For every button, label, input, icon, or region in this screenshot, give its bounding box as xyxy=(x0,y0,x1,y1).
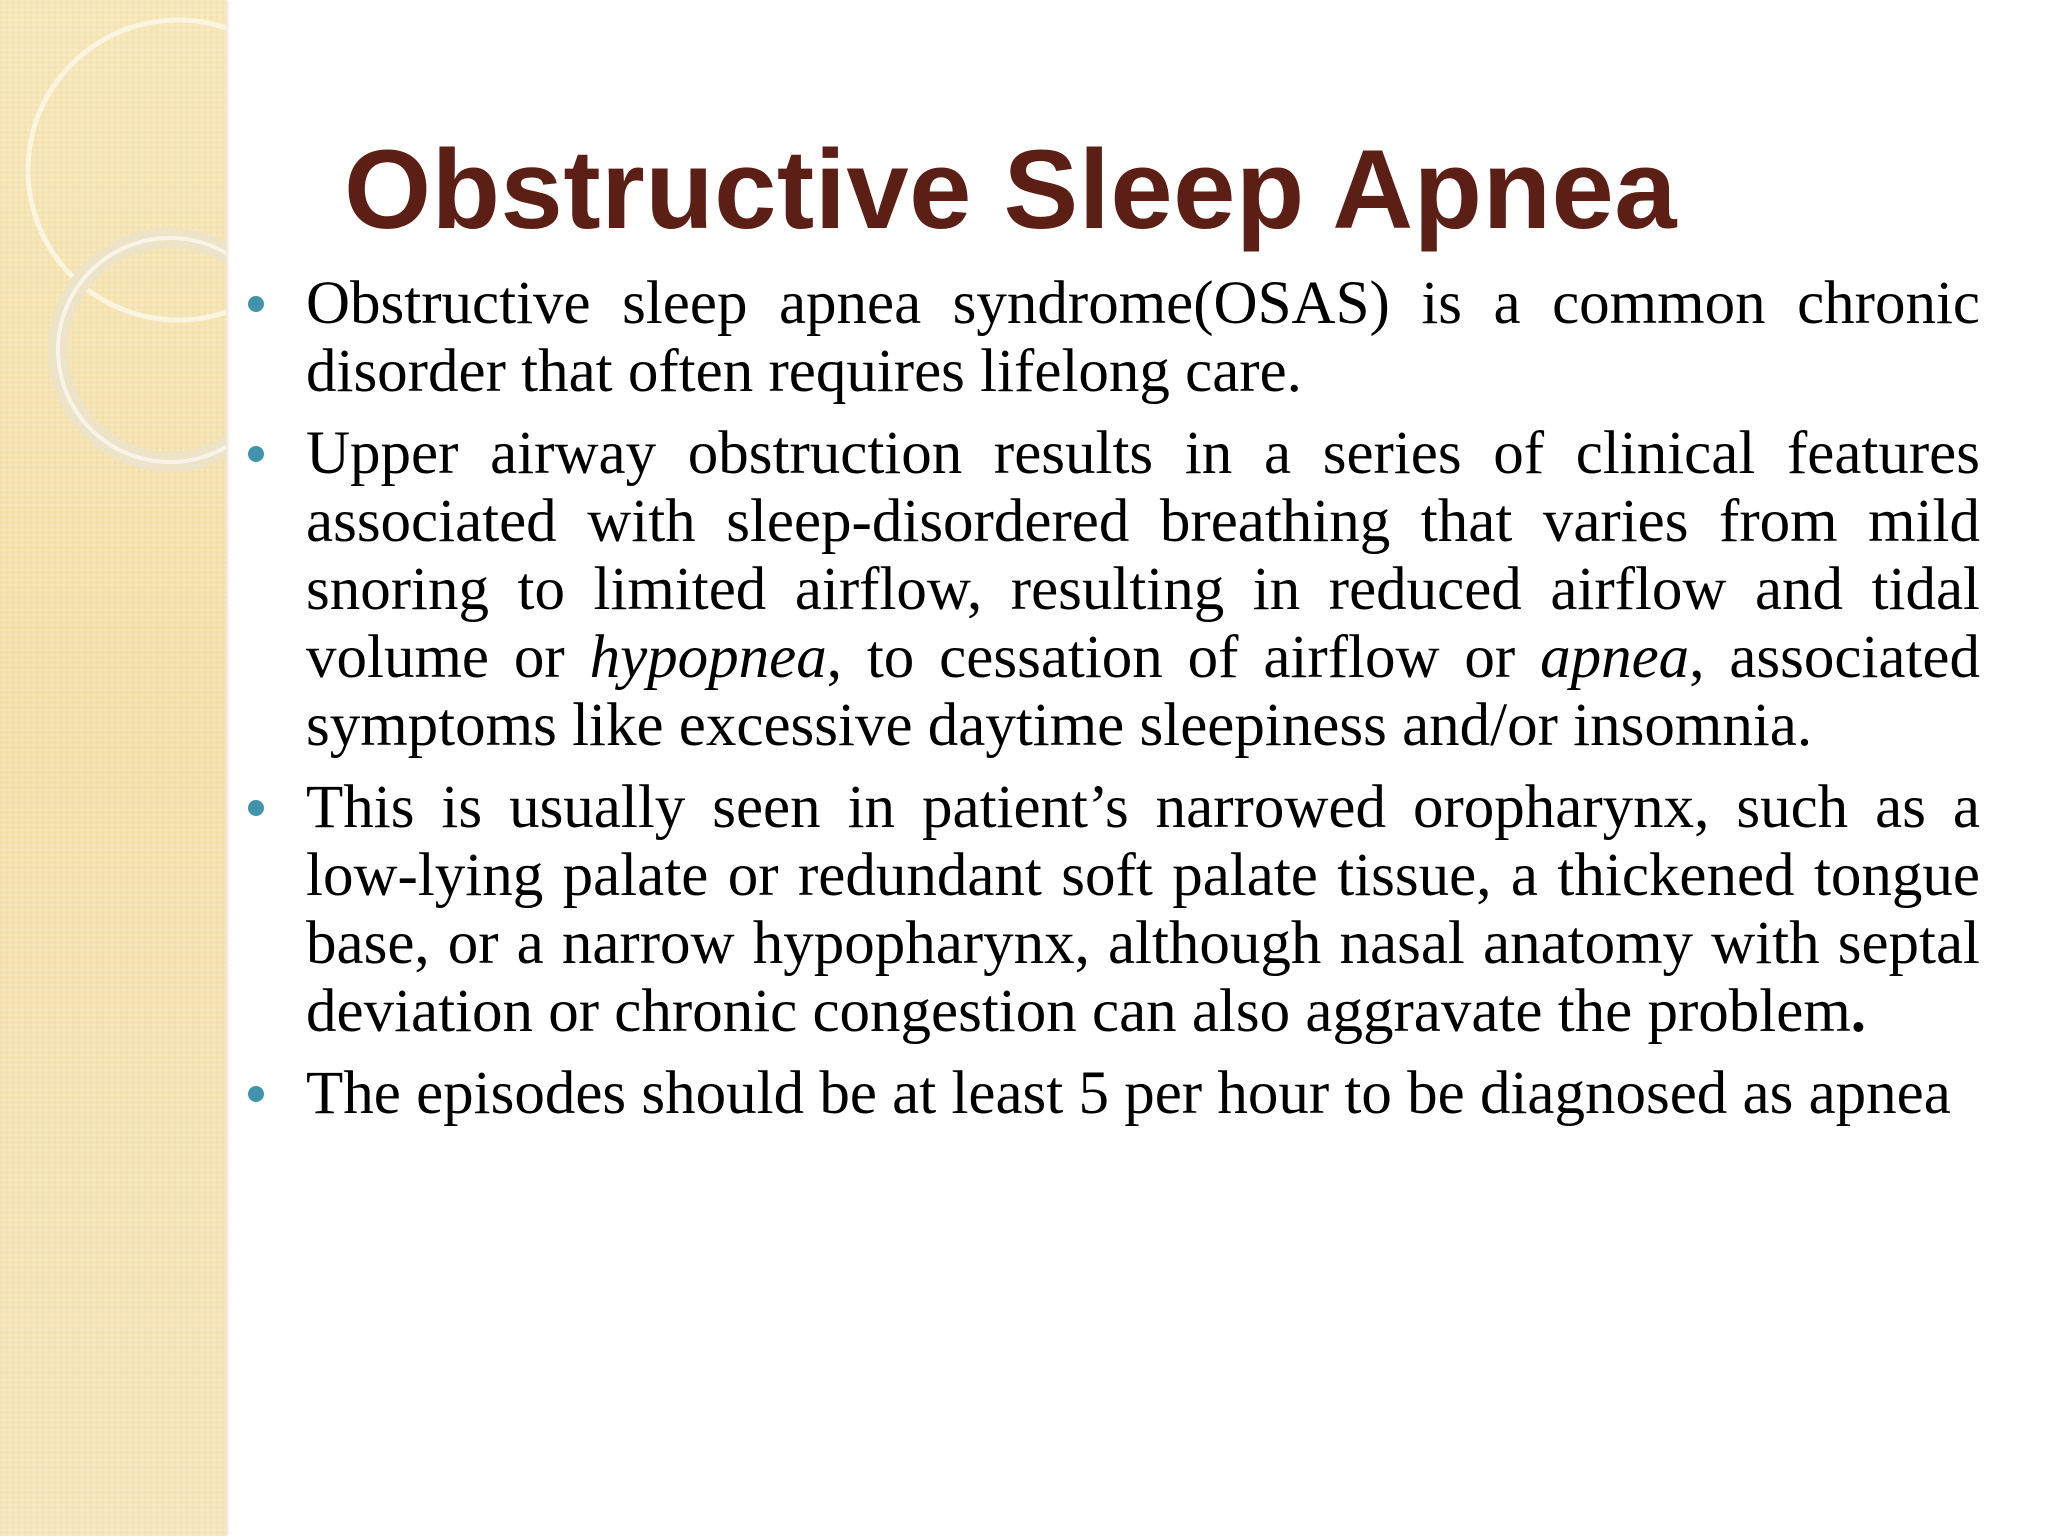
small-ring xyxy=(58,238,226,462)
decorative-sidebar xyxy=(0,0,226,1536)
bullet-list xyxy=(240,270,1980,1142)
bold-period: . xyxy=(1850,978,1867,1045)
bullet-dot-icon xyxy=(248,1086,264,1102)
slide-title: Obstructive Sleep Apnea xyxy=(344,127,1678,252)
italic-term: hypopnea xyxy=(589,624,827,691)
italic-term: apnea xyxy=(1540,624,1690,691)
bullet-item xyxy=(240,270,1980,406)
bullet-item xyxy=(240,420,1980,760)
bullet-text: Upper airway obstruction results in a series of clinical features associated with sleep-disordered breathing that varies from mild snoring to limited airflow, resulting in reduced airflow and tidal volume or hypopnea, to cessation of airflow or apnea, associated symptoms like excessive daytime sleepiness and/or insomnia. xyxy=(306,420,1980,759)
bullet-dot-icon xyxy=(248,296,264,312)
bullet-text: The episodes should be at least 5 per hour to be diagnosed as apnea xyxy=(306,1060,1951,1127)
bullet-item xyxy=(240,1060,1980,1128)
bullet-item xyxy=(240,774,1980,1046)
bullet-dot-icon xyxy=(248,446,264,462)
bullet-text: This is usually seen in patient’s narrowed oropharynx, such as a low-lying palate or redundant soft palate tissue, a thickened tongue base, or a narrow hypopharynx, although nasal anatomy with septal deviation or chronic congestion can also aggravate the problem. xyxy=(306,774,1980,1045)
large-ring xyxy=(28,20,226,320)
bullet-text: Obstructive sleep apnea syndrome(OSAS) is a common chronic disorder that often requires lifelong care. xyxy=(306,270,1980,405)
bullet-dot-icon xyxy=(248,800,264,816)
decorative-rings xyxy=(0,0,226,520)
